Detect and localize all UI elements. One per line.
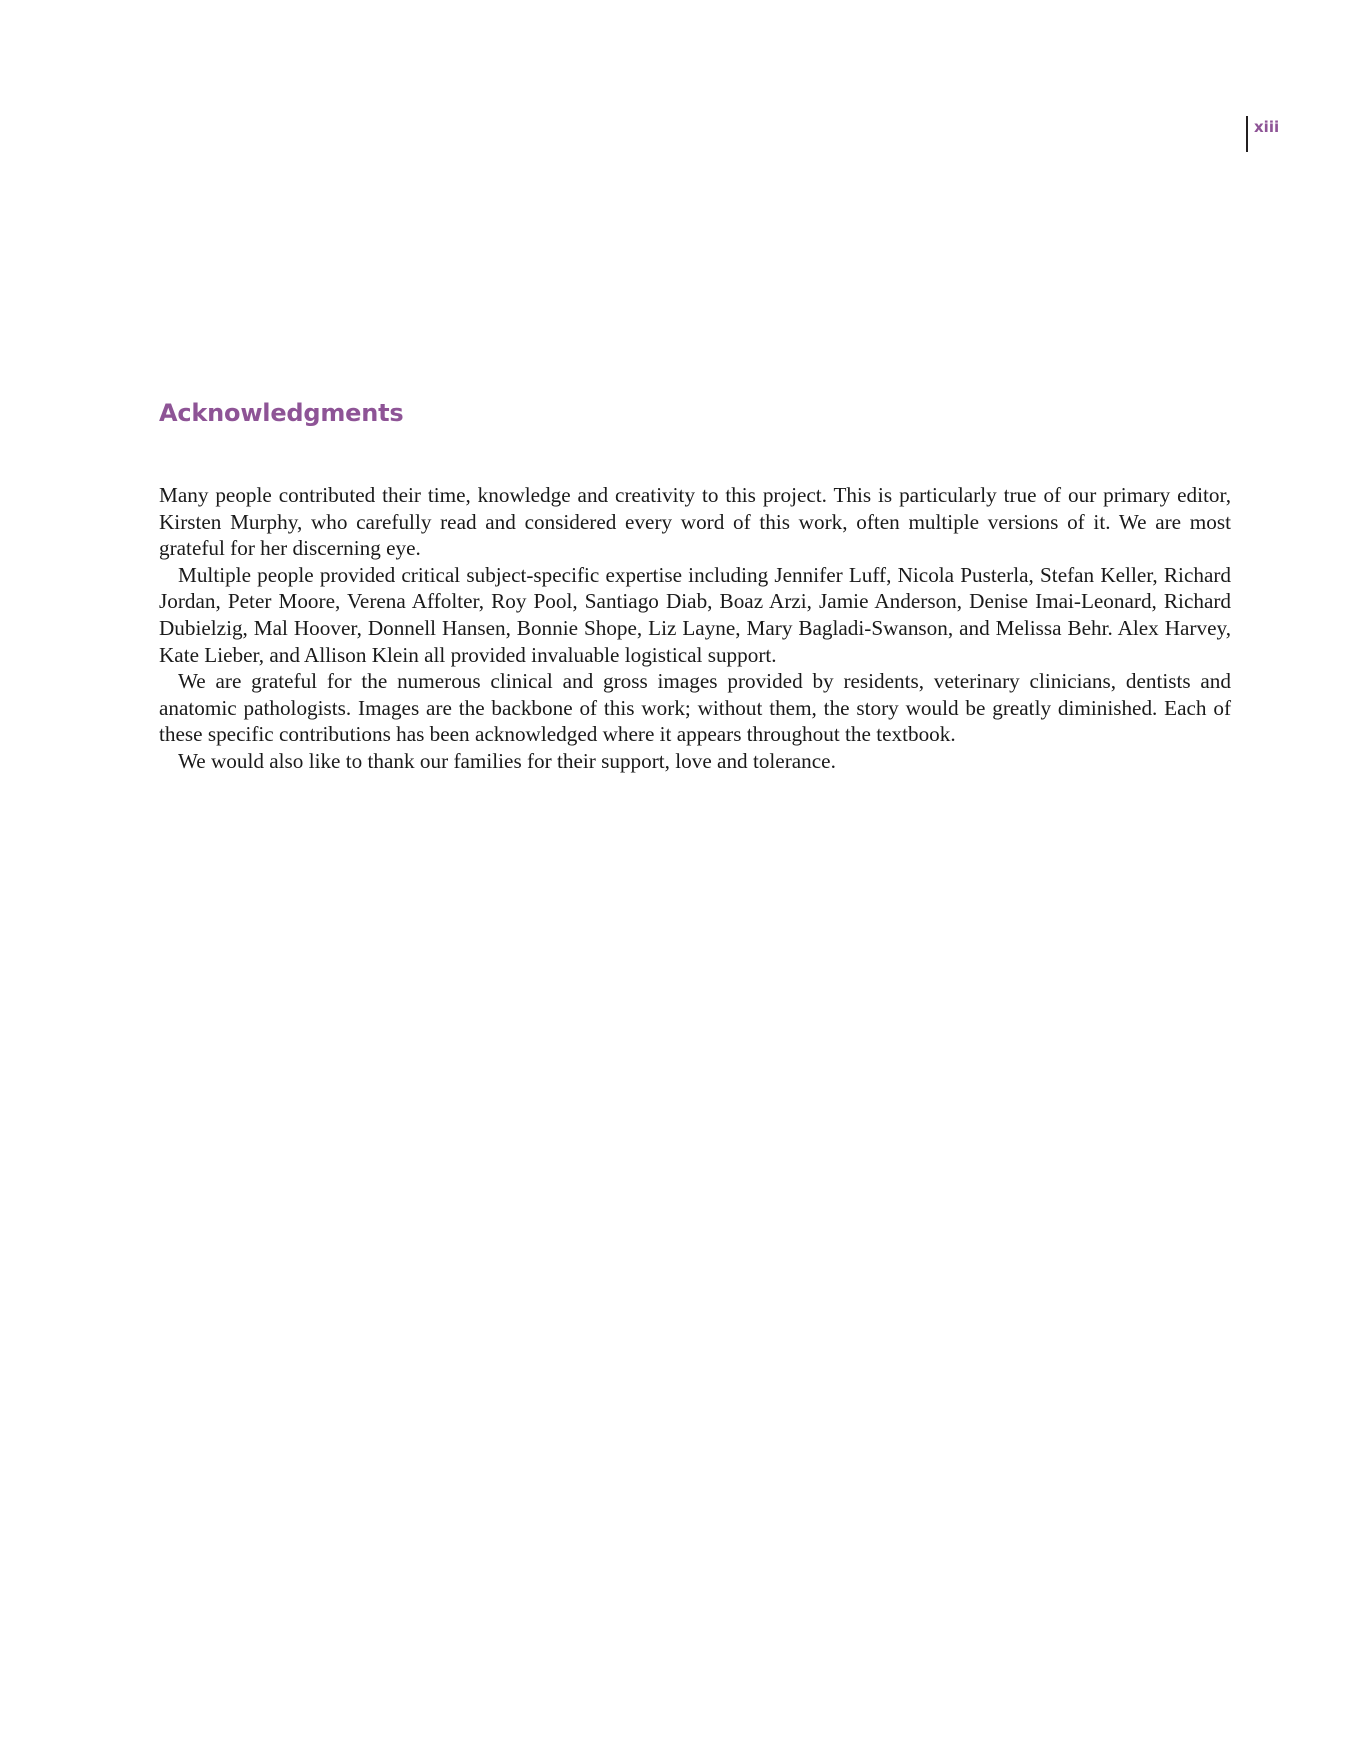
section-title: Acknowledgments xyxy=(159,399,404,427)
page-number: xiii xyxy=(1254,118,1280,136)
paragraph: We would also like to thank our families for their support, love and tolerance. xyxy=(178,748,836,773)
paragraph: Many people contributed their time, knowledge and creativity to this project. This is particularly true of our primary editor, Kirsten Murphy, who carefully read and considered every word of this work, often multiple versions of it. We are most grateful for her discerning eye. xyxy=(159,483,1231,561)
paragraph: We are grateful for the numerous clinical and gross images provided by residents, veterinary clinicians, dentists and anatomic pathologists. Images are the backbone of this work; without them, the story would be greatly diminished. Each of these specific contributions has been acknowledged where it appears throughout the textbook. xyxy=(159,669,1231,747)
page-number-rule xyxy=(1246,116,1248,152)
body-text xyxy=(159,482,1231,775)
paragraph: Multiple people provided critical subject-specific expertise including Jennifer Luff, Nicola Pusterla, Stefan Keller, Richard Jordan, Peter Moore, Verena Affolter, Roy Pool, Santiago Diab, Boaz Arzi, Jamie Anderson, Denise Imai-Leonard, Richard Dubielzig, Mal Hoover, Donnell Hansen, Bonnie Shope, Liz Layne, Mary Bagladi-Swanson, and Melissa Behr. Alex Harvey, Kate Lieber, and Allison Klein all provided invaluable logistical support. xyxy=(159,562,1231,667)
